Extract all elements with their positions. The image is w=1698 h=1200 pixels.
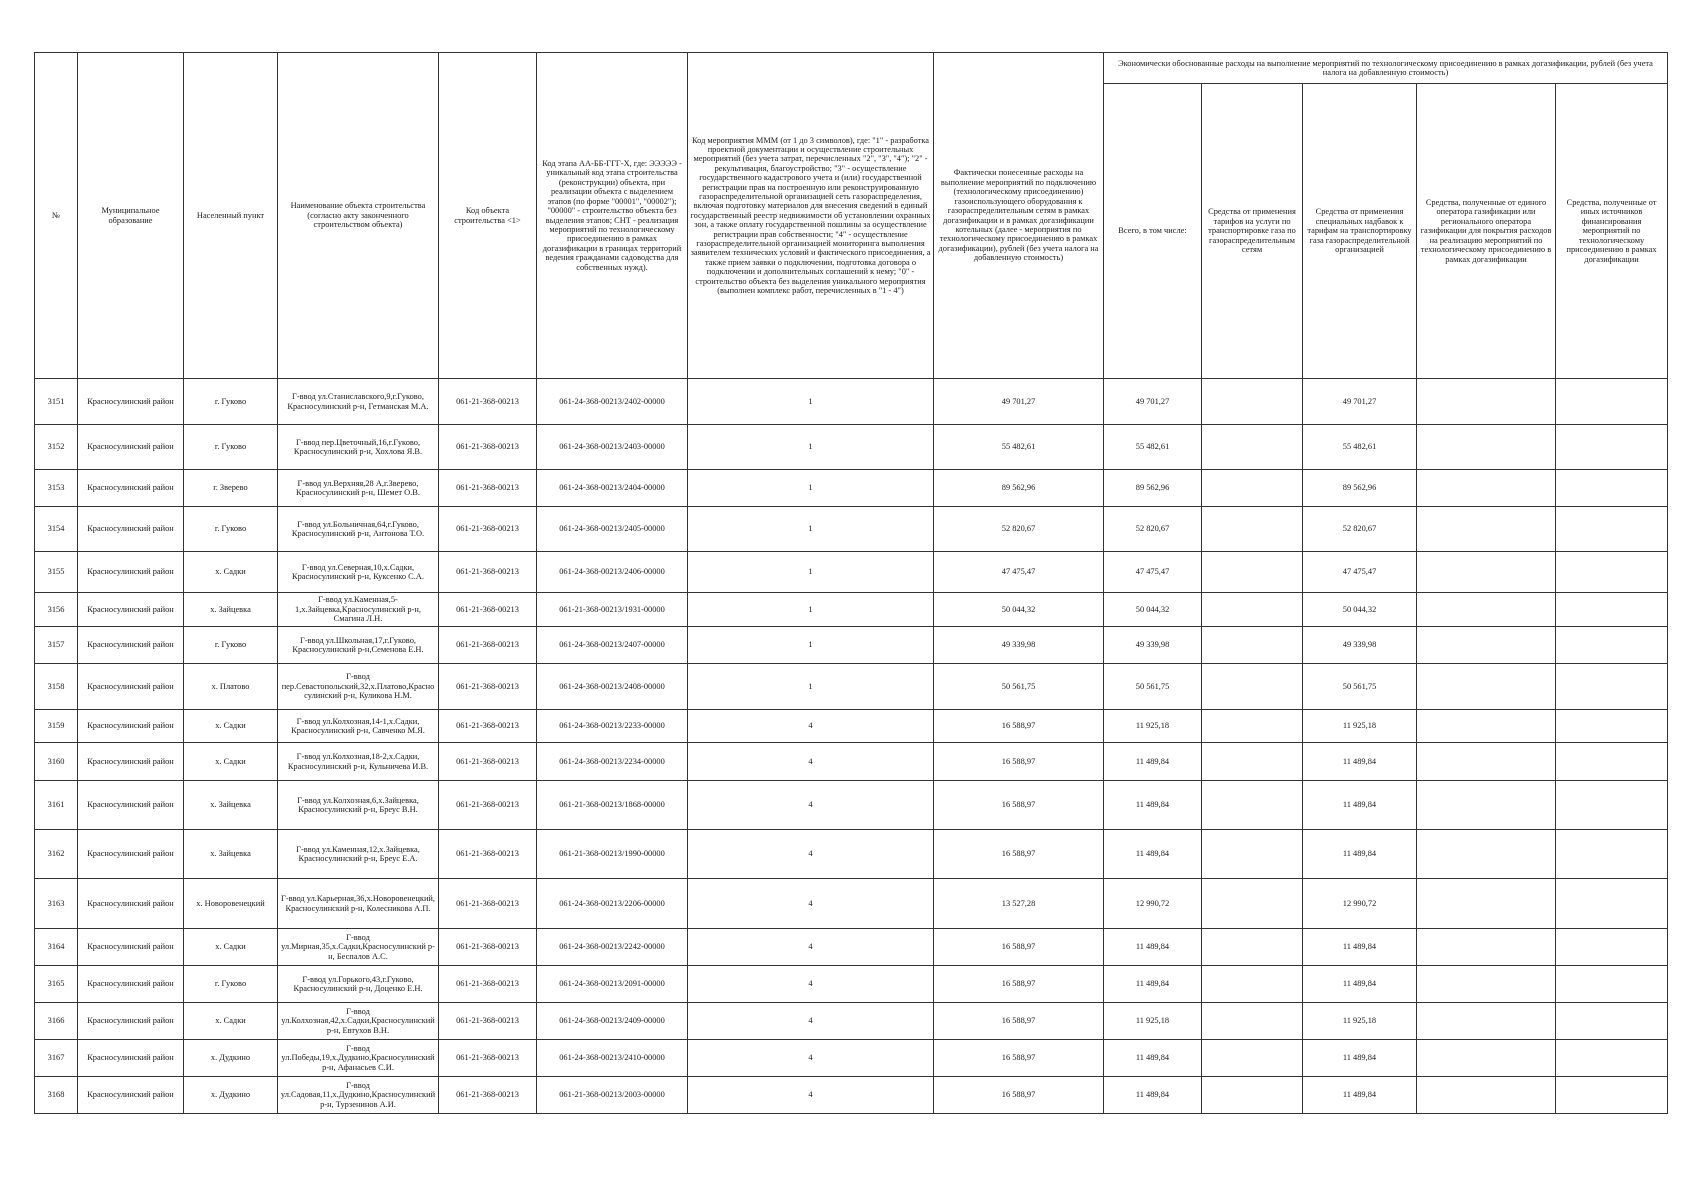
cell-operator-funds bbox=[1417, 664, 1556, 710]
cell-actual-costs: 49 339,98 bbox=[934, 627, 1104, 664]
cell-stage-code: 061-24-368-00213/2410-00000 bbox=[537, 1040, 688, 1077]
cell-stage-code: 061-24-368-00213/2404-00000 bbox=[537, 470, 688, 507]
cell-operator-funds bbox=[1417, 1077, 1556, 1114]
header-other-sources: Средства, полученные от иных источников финансирования мероприятий по технологическому присоединению в рамках догазификации bbox=[1556, 84, 1668, 379]
cell-stage-code: 061-24-368-00213/2091-00000 bbox=[537, 966, 688, 1003]
header-no: № bbox=[35, 53, 78, 379]
cell-special-markups: 11 489,84 bbox=[1303, 929, 1417, 966]
cell-other-sources bbox=[1556, 1077, 1668, 1114]
cell-other-sources bbox=[1556, 966, 1668, 1003]
cell-other-sources bbox=[1556, 710, 1668, 743]
cell-stage-code: 061-24-368-00213/2402-00000 bbox=[537, 379, 688, 425]
cell-measure-code: 4 bbox=[688, 1077, 934, 1114]
cell-municipality: Красносулинский район bbox=[78, 379, 184, 425]
cell-total: 11 489,84 bbox=[1104, 1077, 1202, 1114]
cell-operator-funds bbox=[1417, 966, 1556, 1003]
cell-operator-funds bbox=[1417, 710, 1556, 743]
cell-stage-code: 061-24-368-00213/2234-00000 bbox=[537, 743, 688, 781]
cell-object-name: Г-ввод ул.Станиславского,9,г.Гуково, Красносулинский р-н, Гетманская М.А. bbox=[278, 379, 439, 425]
cell-total: 47 475,47 bbox=[1104, 552, 1202, 593]
cell-other-sources bbox=[1556, 929, 1668, 966]
cell-municipality: Красносулинский район bbox=[78, 1077, 184, 1114]
cell-actual-costs: 47 475,47 bbox=[934, 552, 1104, 593]
cell-municipality: Красносулинский район bbox=[78, 664, 184, 710]
cell-measure-code: 4 bbox=[688, 830, 934, 879]
cell-settlement: г. Зверево bbox=[184, 470, 278, 507]
cell-tariff-transport bbox=[1202, 830, 1303, 879]
cell-tariff-transport bbox=[1202, 743, 1303, 781]
cell-measure-code: 4 bbox=[688, 1003, 934, 1040]
cell-no: 3166 bbox=[35, 1003, 78, 1040]
cell-operator-funds bbox=[1417, 879, 1556, 929]
cell-municipality: Красносулинский район bbox=[78, 781, 184, 830]
cell-object-name: Г-ввод ул.Колхозная,42,х.Садки,Красносулинский р-н, Евтухов В.Н. bbox=[278, 1003, 439, 1040]
cell-measure-code: 4 bbox=[688, 966, 934, 1003]
cell-object-name: Г-ввод ул.Карьерная,36,х.Новоровенецкий, Красносулинский р-н, Колесникова А.П. bbox=[278, 879, 439, 929]
cell-municipality: Красносулинский район bbox=[78, 627, 184, 664]
cell-total: 11 925,18 bbox=[1104, 1003, 1202, 1040]
cell-municipality: Красносулинский район bbox=[78, 929, 184, 966]
cell-object-code: 061-21-368-00213 bbox=[439, 425, 537, 470]
cell-object-name: Г-ввод ул.Победы,19,х.Дудкино,Красносулинский р-н, Афанасьев С.И. bbox=[278, 1040, 439, 1077]
cell-measure-code: 4 bbox=[688, 879, 934, 929]
cell-object-code: 061-21-368-00213 bbox=[439, 1003, 537, 1040]
cell-actual-costs: 16 588,97 bbox=[934, 929, 1104, 966]
cell-municipality: Красносулинский район bbox=[78, 743, 184, 781]
cell-actual-costs: 16 588,97 bbox=[934, 710, 1104, 743]
cell-settlement: х. Дудкино bbox=[184, 1040, 278, 1077]
cell-object-code: 061-21-368-00213 bbox=[439, 664, 537, 710]
cell-total: 11 489,84 bbox=[1104, 830, 1202, 879]
cell-no: 3165 bbox=[35, 966, 78, 1003]
header-municipality: Муниципальное образование bbox=[78, 53, 184, 379]
cell-measure-code: 1 bbox=[688, 507, 934, 552]
cell-tariff-transport bbox=[1202, 929, 1303, 966]
cell-tariff-transport bbox=[1202, 593, 1303, 627]
cell-actual-costs: 55 482,61 bbox=[934, 425, 1104, 470]
cell-object-code: 061-21-368-00213 bbox=[439, 379, 537, 425]
cell-operator-funds bbox=[1417, 425, 1556, 470]
cell-object-code: 061-21-368-00213 bbox=[439, 830, 537, 879]
cell-other-sources bbox=[1556, 425, 1668, 470]
cell-stage-code: 061-24-368-00213/2242-00000 bbox=[537, 929, 688, 966]
cell-object-name: Г-ввод ул.Верхняя,28 А,г.Зверево, Красносулинский р-н, Шемет О.В. bbox=[278, 470, 439, 507]
cell-actual-costs: 16 588,97 bbox=[934, 1077, 1104, 1114]
cell-tariff-transport bbox=[1202, 781, 1303, 830]
cell-settlement: х. Садки bbox=[184, 929, 278, 966]
cell-object-code: 061-21-368-00213 bbox=[439, 966, 537, 1003]
cell-special-markups: 11 925,18 bbox=[1303, 1003, 1417, 1040]
cell-total: 50 044,32 bbox=[1104, 593, 1202, 627]
header-group-justified-costs: Экономически обоснованные расходы на выполнение мероприятий по технологическому присоединению в рамках догазификации, рублей (без учета налога на добавленную стоимость) bbox=[1104, 53, 1668, 84]
header-special-markups: Средства от применения специальных надбавок к тарифам на транспортировку газа газораспределительной организацией bbox=[1303, 84, 1417, 379]
cell-object-code: 061-21-368-00213 bbox=[439, 781, 537, 830]
cell-operator-funds bbox=[1417, 1040, 1556, 1077]
cell-object-name: Г-ввод ул.Больничная,64,г.Гуково, Красносулинский р-н, Антонова Т.О. bbox=[278, 507, 439, 552]
table-row bbox=[35, 1077, 1668, 1114]
table-row bbox=[35, 966, 1668, 1003]
cell-stage-code: 061-24-368-00213/2403-00000 bbox=[537, 425, 688, 470]
table-row bbox=[35, 627, 1668, 664]
cell-other-sources bbox=[1556, 879, 1668, 929]
cell-object-name: Г-ввод ул.Северная,10,х.Садки, Красносулинский р-н, Куксенко С.А. bbox=[278, 552, 439, 593]
cell-total: 11 489,84 bbox=[1104, 966, 1202, 1003]
table-row bbox=[35, 379, 1668, 425]
header-tariff-transport: Средства от применения тарифов на услуги по транспортировке газа по газораспределительным сетям bbox=[1202, 84, 1303, 379]
cell-tariff-transport bbox=[1202, 1003, 1303, 1040]
cell-measure-code: 4 bbox=[688, 743, 934, 781]
cell-measure-code: 1 bbox=[688, 552, 934, 593]
cell-object-name: Г-ввод ул.Школьная,17,г.Гуково, Красносулинский р-н,Семенова Е.Н. bbox=[278, 627, 439, 664]
cell-special-markups: 49 339,98 bbox=[1303, 627, 1417, 664]
cell-total: 11 489,84 bbox=[1104, 781, 1202, 830]
cell-municipality: Красносулинский район bbox=[78, 593, 184, 627]
cell-measure-code: 1 bbox=[688, 664, 934, 710]
cell-special-markups: 47 475,47 bbox=[1303, 552, 1417, 593]
cell-other-sources bbox=[1556, 593, 1668, 627]
cell-special-markups: 11 489,84 bbox=[1303, 1040, 1417, 1077]
cell-operator-funds bbox=[1417, 379, 1556, 425]
cell-object-name: Г-ввод ул.Горького,43,г.Гуково, Красносулинский р-н, Доценко Е.Н. bbox=[278, 966, 439, 1003]
cell-stage-code: 061-21-368-00213/1990-00000 bbox=[537, 830, 688, 879]
cell-municipality: Красносулинский район bbox=[78, 470, 184, 507]
cell-no: 3152 bbox=[35, 425, 78, 470]
cell-municipality: Красносулинский район bbox=[78, 710, 184, 743]
cell-special-markups: 52 820,67 bbox=[1303, 507, 1417, 552]
cell-measure-code: 4 bbox=[688, 710, 934, 743]
cell-special-markups: 12 990,72 bbox=[1303, 879, 1417, 929]
table-row bbox=[35, 929, 1668, 966]
cell-stage-code: 061-24-368-00213/2206-00000 bbox=[537, 879, 688, 929]
cell-object-name: Г-ввод ул.Колхозная,14-1,х.Садки, Красносулинский р-н, Савченко М.Я. bbox=[278, 710, 439, 743]
cell-tariff-transport bbox=[1202, 552, 1303, 593]
cell-settlement: г. Гуково bbox=[184, 966, 278, 1003]
cell-object-code: 061-21-368-00213 bbox=[439, 879, 537, 929]
cell-object-name: Г-ввод ул.Каменная,12,х.Зайцевка, Красносулинский р-н, Бреус Е.А. bbox=[278, 830, 439, 879]
cell-settlement: х. Садки bbox=[184, 743, 278, 781]
cell-object-code: 061-21-368-00213 bbox=[439, 552, 537, 593]
cell-settlement: х. Платово bbox=[184, 664, 278, 710]
cell-actual-costs: 16 588,97 bbox=[934, 1003, 1104, 1040]
cell-measure-code: 1 bbox=[688, 593, 934, 627]
cell-actual-costs: 16 588,97 bbox=[934, 781, 1104, 830]
cell-stage-code: 061-24-368-00213/2407-00000 bbox=[537, 627, 688, 664]
cell-special-markups: 11 925,18 bbox=[1303, 710, 1417, 743]
table-row bbox=[35, 710, 1668, 743]
table-row bbox=[35, 425, 1668, 470]
cell-measure-code: 1 bbox=[688, 425, 934, 470]
cell-object-code: 061-21-368-00213 bbox=[439, 627, 537, 664]
cell-stage-code: 061-24-368-00213/2233-00000 bbox=[537, 710, 688, 743]
cell-operator-funds bbox=[1417, 929, 1556, 966]
cell-no: 3151 bbox=[35, 379, 78, 425]
cell-operator-funds bbox=[1417, 593, 1556, 627]
cell-object-code: 061-21-368-00213 bbox=[439, 1077, 537, 1114]
cell-tariff-transport bbox=[1202, 966, 1303, 1003]
cell-settlement: х. Дудкино bbox=[184, 1077, 278, 1114]
cell-stage-code: 061-24-368-00213/2406-00000 bbox=[537, 552, 688, 593]
cell-municipality: Красносулинский район bbox=[78, 830, 184, 879]
cell-no: 3157 bbox=[35, 627, 78, 664]
cell-tariff-transport bbox=[1202, 1040, 1303, 1077]
table-row bbox=[35, 781, 1668, 830]
cell-total: 11 925,18 bbox=[1104, 710, 1202, 743]
cell-operator-funds bbox=[1417, 507, 1556, 552]
cell-actual-costs: 50 044,32 bbox=[934, 593, 1104, 627]
cell-settlement: х. Зайцевка bbox=[184, 781, 278, 830]
cell-special-markups: 55 482,61 bbox=[1303, 425, 1417, 470]
cell-settlement: х. Садки bbox=[184, 710, 278, 743]
cell-other-sources bbox=[1556, 627, 1668, 664]
cell-municipality: Красносулинский район bbox=[78, 1040, 184, 1077]
cell-stage-code: 061-24-368-00213/2405-00000 bbox=[537, 507, 688, 552]
cell-other-sources bbox=[1556, 1003, 1668, 1040]
cell-settlement: х. Зайцевка bbox=[184, 593, 278, 627]
cell-no: 3154 bbox=[35, 507, 78, 552]
table-row bbox=[35, 743, 1668, 781]
cell-operator-funds bbox=[1417, 781, 1556, 830]
table-row bbox=[35, 1003, 1668, 1040]
cell-tariff-transport bbox=[1202, 470, 1303, 507]
cell-settlement: г. Гуково bbox=[184, 627, 278, 664]
cell-actual-costs: 13 527,28 bbox=[934, 879, 1104, 929]
table-row bbox=[35, 830, 1668, 879]
cell-object-name: Г-ввод ул.Каменная,5-1,х.Зайцевка,Красносулинский р-н, Смагина Л.Н. bbox=[278, 593, 439, 627]
cell-stage-code: 061-21-368-00213/1931-00000 bbox=[537, 593, 688, 627]
cell-special-markups: 89 562,96 bbox=[1303, 470, 1417, 507]
cell-stage-code: 061-24-368-00213/2408-00000 bbox=[537, 664, 688, 710]
cell-settlement: х. Новоровенецкий bbox=[184, 879, 278, 929]
cell-no: 3167 bbox=[35, 1040, 78, 1077]
cell-measure-code: 4 bbox=[688, 1040, 934, 1077]
cell-special-markups: 50 561,75 bbox=[1303, 664, 1417, 710]
cell-tariff-transport bbox=[1202, 627, 1303, 664]
cell-tariff-transport bbox=[1202, 879, 1303, 929]
cell-other-sources bbox=[1556, 507, 1668, 552]
cell-actual-costs: 52 820,67 bbox=[934, 507, 1104, 552]
cell-measure-code: 4 bbox=[688, 929, 934, 966]
cell-no: 3161 bbox=[35, 781, 78, 830]
cell-tariff-transport bbox=[1202, 425, 1303, 470]
header-object-code: Код объекта строительства <1> bbox=[439, 53, 537, 379]
cell-actual-costs: 16 588,97 bbox=[934, 830, 1104, 879]
cell-measure-code: 4 bbox=[688, 781, 934, 830]
cell-object-code: 061-21-368-00213 bbox=[439, 929, 537, 966]
cell-settlement: х. Зайцевка bbox=[184, 830, 278, 879]
cell-other-sources bbox=[1556, 379, 1668, 425]
cell-municipality: Красносулинский район bbox=[78, 1003, 184, 1040]
cell-total: 49 701,27 bbox=[1104, 379, 1202, 425]
cell-object-name: Г-ввод пер.Севастопольский,32,х.Платово,Красносулинский р-н, Куликова Н.М. bbox=[278, 664, 439, 710]
cell-object-name: Г-ввод ул.Колхозная,6,х.Зайцевка, Красносулинский р-н, Бреус В.Н. bbox=[278, 781, 439, 830]
cell-operator-funds bbox=[1417, 1003, 1556, 1040]
header-settlement: Населенный пункт bbox=[184, 53, 278, 379]
cell-stage-code: 061-21-368-00213/1868-00000 bbox=[537, 781, 688, 830]
header-actual-costs: Фактически понесенные расходы на выполнение мероприятий по подключению (технологическому присоединению) газоиспользующего оборудования к газораспределительным сетям в рамках догазификации и в рамках догазификации котельных (далее - мероприятия по технологическому присоединению в рамках догазификации), рублей (без учета налога на добавленную стоимость) bbox=[934, 53, 1104, 379]
cell-settlement: х. Садки bbox=[184, 1003, 278, 1040]
cell-actual-costs: 49 701,27 bbox=[934, 379, 1104, 425]
cell-actual-costs: 16 588,97 bbox=[934, 966, 1104, 1003]
cell-object-name: Г-ввод ул.Колхозная,18-2,х.Садки, Красносулинский р-н, Кульничева И.В. bbox=[278, 743, 439, 781]
register-table bbox=[34, 52, 1668, 1114]
cell-other-sources bbox=[1556, 470, 1668, 507]
cell-total: 12 990,72 bbox=[1104, 879, 1202, 929]
cell-municipality: Красносулинский район bbox=[78, 507, 184, 552]
header-total: Всего, в том числе: bbox=[1104, 84, 1202, 379]
cell-special-markups: 11 489,84 bbox=[1303, 743, 1417, 781]
cell-settlement: г. Гуково bbox=[184, 425, 278, 470]
table-row bbox=[35, 664, 1668, 710]
cell-measure-code: 1 bbox=[688, 379, 934, 425]
cell-other-sources bbox=[1556, 830, 1668, 879]
cell-stage-code: 061-21-368-00213/2003-00000 bbox=[537, 1077, 688, 1114]
cell-total: 49 339,98 bbox=[1104, 627, 1202, 664]
cell-no: 3168 bbox=[35, 1077, 78, 1114]
cell-tariff-transport bbox=[1202, 664, 1303, 710]
cell-no: 3162 bbox=[35, 830, 78, 879]
cell-operator-funds bbox=[1417, 470, 1556, 507]
cell-actual-costs: 89 562,96 bbox=[934, 470, 1104, 507]
cell-measure-code: 1 bbox=[688, 470, 934, 507]
cell-object-code: 061-21-368-00213 bbox=[439, 743, 537, 781]
cell-tariff-transport bbox=[1202, 379, 1303, 425]
cell-tariff-transport bbox=[1202, 507, 1303, 552]
cell-actual-costs: 50 561,75 bbox=[934, 664, 1104, 710]
cell-no: 3164 bbox=[35, 929, 78, 966]
cell-other-sources bbox=[1556, 552, 1668, 593]
cell-no: 3158 bbox=[35, 664, 78, 710]
cell-no: 3159 bbox=[35, 710, 78, 743]
cell-settlement: х. Садки bbox=[184, 552, 278, 593]
table-row bbox=[35, 1040, 1668, 1077]
header-stage-code: Код этапа АА-ББ-ГГГ-Х, где: ЭЭЭЭЭ - уникальный код этапа строительства (реконструкции) объекта, при реализации объекта с выделением этапов (по форме "00001", "00002"); "00000" - строительство объекта без выделения этапов; СНТ - реализация мероприятий по технологическому присоединению в рамках догазификации в границах территорий ведения гражданами садоводства для собственных нужд). bbox=[537, 53, 688, 379]
cell-object-code: 061-21-368-00213 bbox=[439, 507, 537, 552]
cell-object-code: 061-21-368-00213 bbox=[439, 1040, 537, 1077]
cell-special-markups: 11 489,84 bbox=[1303, 781, 1417, 830]
table-row bbox=[35, 879, 1668, 929]
cell-total: 11 489,84 bbox=[1104, 929, 1202, 966]
cell-object-name: Г-ввод ул.Мирная,35,х.Садки,Красносулинский р-н, Беспалов А.С. bbox=[278, 929, 439, 966]
cell-total: 50 561,75 bbox=[1104, 664, 1202, 710]
cell-no: 3155 bbox=[35, 552, 78, 593]
cell-other-sources bbox=[1556, 743, 1668, 781]
cell-total: 52 820,67 bbox=[1104, 507, 1202, 552]
cell-total: 89 562,96 bbox=[1104, 470, 1202, 507]
cell-actual-costs: 16 588,97 bbox=[934, 743, 1104, 781]
cell-tariff-transport bbox=[1202, 710, 1303, 743]
cell-total: 55 482,61 bbox=[1104, 425, 1202, 470]
table-row bbox=[35, 507, 1668, 552]
header-measure-code: Код мероприятия МММ (от 1 до 3 символов), где: "1" - разработка проектной документации и осуществление строительных мероприятий (без учета затрат, перечисленных "2", "3", "4"); "2" - рекультивация, благоустройство; "3" - осуществление государственного кадастрового учета и (или) государственной регистрации прав на построенную или реконструированную газораспределительной организацией сеть газораспределения, включая подготовку материалов для внесения сведений в единый государственный реестр недвижимости об установлении охранных зон, а также оплату государственной пошлины за осуществление регистрации прав собственности; "4" - осуществление газораспределительной организацией мониторинга выполнения заявителем технических условий и фактического присоединения, а также прием заявки о подключении, подготовка договора о подключении и дополнительных соглашений к нему; "0" - строительство объекта без выделения уникального мероприятия (выполнен комплекс работ, перечисленных в "1 - 4") bbox=[688, 53, 934, 379]
cell-no: 3163 bbox=[35, 879, 78, 929]
table-row bbox=[35, 470, 1668, 507]
header-operator-funds: Средства, полученные от единого оператора газификации или регионального оператора газификации для покрытия расходов на реализацию мероприятий по технологическому присоединению в рамках догазификации bbox=[1417, 84, 1556, 379]
cell-operator-funds bbox=[1417, 552, 1556, 593]
table-row bbox=[35, 593, 1668, 627]
header-object-name: Наименование объекта строительства (согласно акту законченного строительством объекта) bbox=[278, 53, 439, 379]
cell-special-markups: 11 489,84 bbox=[1303, 830, 1417, 879]
cell-special-markups: 50 044,32 bbox=[1303, 593, 1417, 627]
cell-settlement: г. Гуково bbox=[184, 379, 278, 425]
cell-stage-code: 061-24-368-00213/2409-00000 bbox=[537, 1003, 688, 1040]
cell-no: 3156 bbox=[35, 593, 78, 627]
cell-special-markups: 49 701,27 bbox=[1303, 379, 1417, 425]
cell-special-markups: 11 489,84 bbox=[1303, 966, 1417, 1003]
cell-settlement: г. Гуково bbox=[184, 507, 278, 552]
cell-special-markups: 11 489,84 bbox=[1303, 1077, 1417, 1114]
cell-total: 11 489,84 bbox=[1104, 743, 1202, 781]
cell-total: 11 489,84 bbox=[1104, 1040, 1202, 1077]
table-body bbox=[35, 379, 1668, 1114]
cell-other-sources bbox=[1556, 664, 1668, 710]
cell-municipality: Красносулинский район bbox=[78, 966, 184, 1003]
cell-operator-funds bbox=[1417, 743, 1556, 781]
cell-municipality: Красносулинский район bbox=[78, 879, 184, 929]
cell-municipality: Красносулинский район bbox=[78, 425, 184, 470]
cell-object-name: Г-ввод пер.Цветочный,16,г.Гуково, Красносулинский р-н, Хохлова Я.В. bbox=[278, 425, 439, 470]
cell-no: 3160 bbox=[35, 743, 78, 781]
cell-other-sources bbox=[1556, 1040, 1668, 1077]
cell-no: 3153 bbox=[35, 470, 78, 507]
cell-actual-costs: 16 588,97 bbox=[934, 1040, 1104, 1077]
cell-other-sources bbox=[1556, 781, 1668, 830]
cell-object-code: 061-21-368-00213 bbox=[439, 593, 537, 627]
table-row bbox=[35, 552, 1668, 593]
cell-tariff-transport bbox=[1202, 1077, 1303, 1114]
cell-measure-code: 1 bbox=[688, 627, 934, 664]
cell-object-name: Г-ввод ул.Садовая,11,х.Дудкино,Красносулинский р-н, Турзенинов А.И. bbox=[278, 1077, 439, 1114]
cell-municipality: Красносулинский район bbox=[78, 552, 184, 593]
cell-operator-funds bbox=[1417, 830, 1556, 879]
cell-object-code: 061-21-368-00213 bbox=[439, 710, 537, 743]
cell-operator-funds bbox=[1417, 627, 1556, 664]
cell-object-code: 061-21-368-00213 bbox=[439, 470, 537, 507]
